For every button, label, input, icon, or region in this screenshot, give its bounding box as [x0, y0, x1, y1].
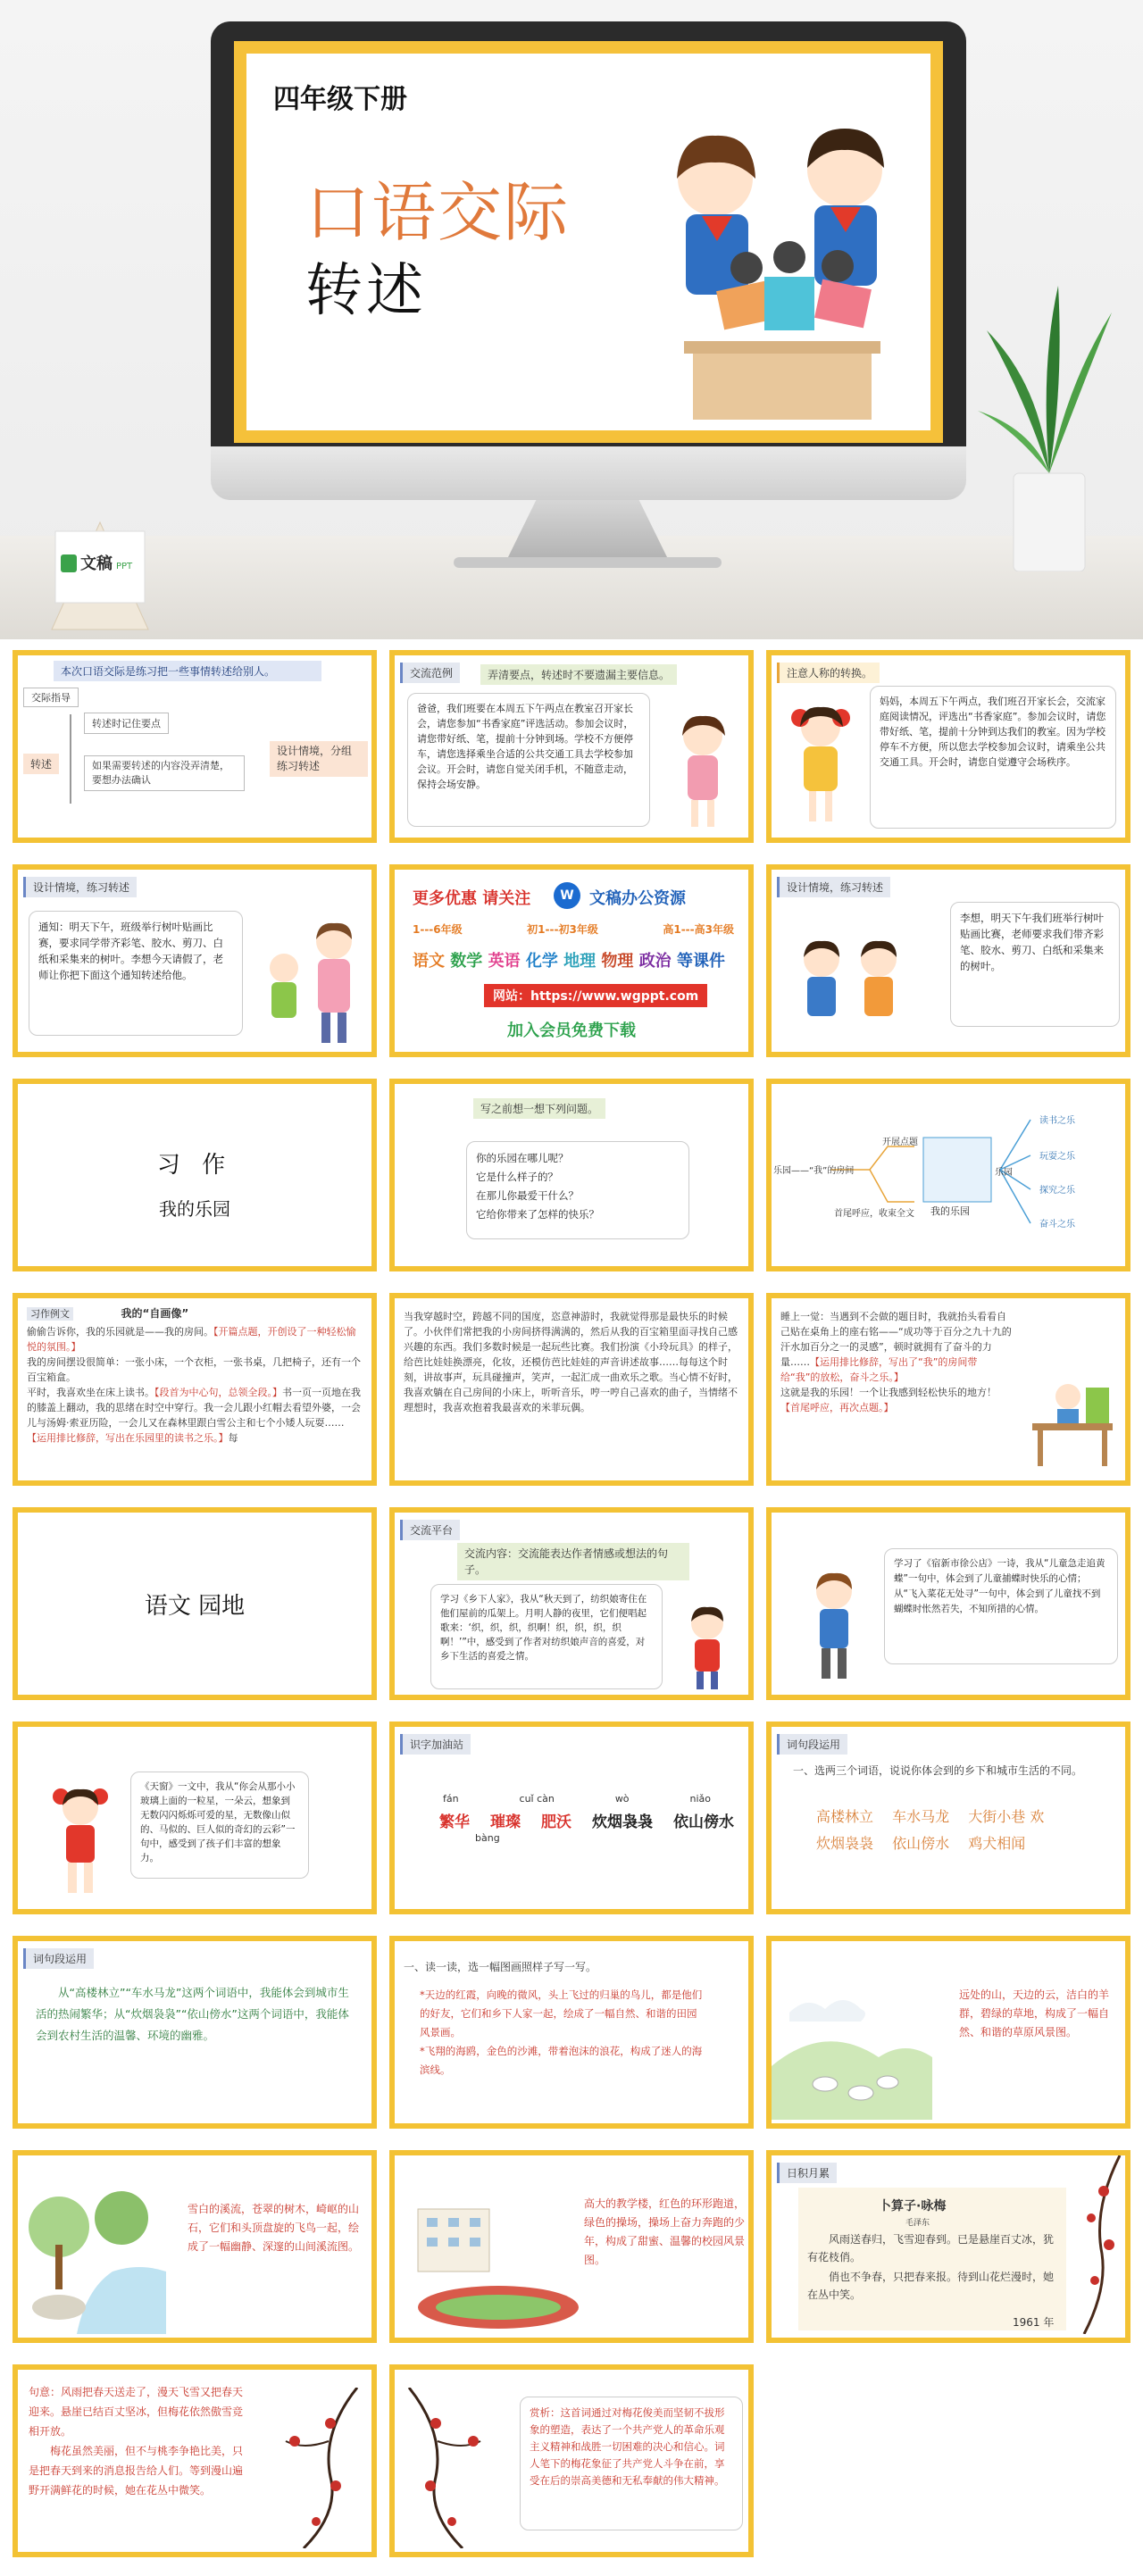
grassland-illustration — [772, 1959, 932, 2120]
monitor-screen — [234, 41, 943, 443]
brand-name: 文稿办公资源 — [589, 889, 686, 908]
grade-ranges — [413, 921, 734, 937]
section-subtitle: 我的乐园 — [159, 1198, 230, 1220]
slide-header: 一、读一读，选一幅图画照样子写一写。 — [404, 1961, 597, 1973]
vocab-word: 繁华 — [439, 1813, 470, 1831]
example-bubble: 爸爸，我们班要在本周五下午两点在教室召开家长会，请您参加“书香家庭”评选活动。参加会议时，请您带好纸、笔，提前十分钟到场。学校不方便停车，请您选择乘坐合适的公共交通工具去学校参加会议。开会时，请您自觉关闭手机，不随意走动，保持会场安静。 — [407, 693, 650, 827]
grade-label: 四年级下册 — [273, 84, 407, 115]
subject-physics: 物理 — [601, 952, 634, 971]
slide-scenario-notice[interactable] — [13, 864, 377, 1057]
example-bubble: 妈妈，本周五下午两点，我们班召开家长会，交流家庭阅读情况，评选出“书香家庭”。参加会议时，请您带好纸、笔，提前十分钟到达我们的教室。因为学校停车不方便，所以您去学校参加会议时，请乘坐公共交通工具。开会时，请您自觉遵守会场秩序。 — [870, 686, 1116, 829]
vocab-pinyin: cuǐ càn — [519, 1793, 555, 1805]
appreciation-bubble: 赏析：这首词通过对梅花俊美而坚韧不拔形象的塑造，表达了一个共产党人的革命乐观主义精神和战胜一切困难的决心和信心。词人笔下的梅花象征了共产党人斗争在前，享受在后的崇高美德和无私奉献的伟大精神。 — [520, 2397, 743, 2530]
essay-para: 每 — [228, 1432, 238, 1444]
essay-note: 【段首为中心句，总领全段。】 — [154, 1387, 282, 1398]
grassland-text: 远处的山，天边的云，洁白的羊群，碧绿的草地，构成了一幅自然、和谐的草原风景图。 — [959, 1988, 1110, 2038]
grade-range-junior: 初1---初3年级 — [527, 923, 598, 936]
vocab-pinyin-extra: bàng — [475, 1832, 500, 1844]
campus-text: 高大的教学楼，红色的环形跑道，绿色的操场，操场上奋力奔跑的少年，构成了甜蜜、温馨的校园风景图。 — [584, 2197, 746, 2266]
slide-tag: 设计情境，练习转述 — [777, 877, 890, 897]
imitate-example — [420, 1986, 705, 2080]
word-bank-item: 炊烟袅袅 — [816, 1835, 874, 1852]
slide-header: 交流内容：交流能表达作者情感或想法的句子。 — [457, 1543, 689, 1580]
boy-figure-icon — [672, 1602, 743, 1691]
poem-meaning-p1: 句意：风雨把春天送走了，漫天飞雪又把春天迎来。悬崖已结百丈坚冰，但梅花依然傲雪竞相开放。 — [29, 2386, 244, 2438]
question-box — [466, 1141, 689, 1239]
slide-sample-essay-1[interactable] — [13, 1293, 377, 1486]
slide-word-use-1[interactable] — [766, 1722, 1130, 1914]
imitate-example-1: *天边的红霞，向晚的微风，头上飞过的归巢的鸟儿，都是他们的好友，它们和乡下人家一起，绘成了一幅自然、和谐的田园风景画。 — [420, 1988, 703, 2038]
slide-tag: 词句段运用 — [777, 1734, 847, 1755]
notice-bubble: 通知：明天下午，班级举行树叶贴画比赛，要求同学带齐彩笔、胶水、剪刀、白纸和采集来的树叶。李想今天请假了，老师让你把下面这个通知转述给他。 — [29, 911, 243, 1036]
mindmap-right-item: 探究之乐 — [1039, 1186, 1075, 1196]
word-bank-item: 大街小巷 — [968, 1808, 1026, 1825]
slide-tag: 交流平台 — [400, 1520, 460, 1540]
monitor-stand — [507, 500, 668, 559]
section-title: 习 作 — [156, 1152, 233, 1179]
vocab-pinyin: niǎo — [689, 1793, 711, 1805]
word-bank-item: 高楼林立 — [816, 1808, 874, 1825]
grade-range-primary: 1---6年级 — [413, 923, 463, 936]
slide-example[interactable] — [389, 650, 754, 843]
slide-writing-title[interactable] — [13, 1079, 377, 1271]
slide-questions[interactable] — [389, 1079, 754, 1271]
cover-subtitle: 转述 — [305, 258, 427, 324]
desk-calendar-logo — [43, 513, 157, 638]
slide-mindmap[interactable] — [766, 1079, 1130, 1271]
brand-icon: W — [554, 882, 580, 909]
slide-exchange[interactable] — [389, 1507, 754, 1700]
slide-tag: 设计情境，练习转述 — [23, 877, 137, 897]
girl-figure-icon — [780, 700, 861, 834]
essay-note: 【运用排比修辞，写出在乐园里的读书之乐。】 — [27, 1432, 229, 1444]
plum-blossom-icon — [1057, 2155, 1129, 2334]
node-unclear: 如果需要转述的内容没弄清楚，要想办法确认 — [84, 755, 245, 791]
vocab-pinyin-row — [443, 1793, 711, 1805]
slide-tag: 词句段运用 — [23, 1948, 94, 1969]
logo-text: 文稿 — [80, 554, 113, 573]
campus-illustration — [400, 2182, 579, 2334]
subject-list — [413, 948, 725, 971]
slide-promo[interactable] — [389, 864, 754, 1057]
essay-note: 【首尾呼应，再次点题。】 — [780, 1402, 894, 1413]
question-item: 在那儿你最爱干什么？ — [476, 1189, 579, 1202]
slide-vocab[interactable] — [389, 1722, 754, 1914]
essay-para: 我的房间摆设很简单：一张小床，一个衣柜，一张书桌，几把椅子，还有一个百宝箱盒。 — [27, 1356, 361, 1383]
mindmap-center-label: 乐园 — [995, 1168, 1013, 1178]
potted-plant-illustration — [978, 277, 1121, 571]
question-item: 它给你带来了怎样的快乐？ — [476, 1208, 599, 1221]
vocab-pinyin: fán — [443, 1793, 459, 1805]
word-bank-item: 依山傍水 — [892, 1835, 950, 1852]
subject-chemistry: 化学 — [525, 952, 558, 971]
slide-sample-essay-2[interactable] — [389, 1293, 754, 1486]
slide-poem-meaning[interactable] — [13, 2364, 377, 2557]
subject-math: 数学 — [450, 952, 483, 971]
retell-bubble: 李想，明天下午我们班举行树叶贴画比赛，老师要求我们带齐彩笔、胶水、剪刀、白纸和采集来的树叶。 — [950, 902, 1120, 1027]
slide-tag: 交流范例 — [400, 663, 460, 683]
skylight-bubble: 《天窗》一文中，我从“你会从那小小玻璃上面的一粒星，一朵云，想象到无数闪闪烁烁可爱的星，无数像山似的、马似的、巨人似的奇幻的云彩”一句中，感受到了孩子们丰富的想象力。 — [130, 1772, 309, 1879]
slide-garden-title[interactable] — [13, 1507, 377, 1700]
question-item: 你的乐园在哪儿呢？ — [476, 1152, 569, 1164]
imitate-example-2: *飞翔的海鸥，金色的沙滩，带着泡沫的浪花，构成了迷人的海滨线。 — [420, 2045, 703, 2076]
question-item: 它是什么样子的？ — [476, 1171, 558, 1183]
essay-note: 【开篇点题，开创设了一种轻松愉悦的氛围。】 — [27, 1326, 356, 1353]
subject-english: 英语 — [488, 952, 521, 971]
promo-line: 更多优惠 请关注 — [413, 889, 531, 908]
slide-sample-essay-3[interactable] — [766, 1293, 1130, 1486]
essay-body — [780, 1309, 1013, 1415]
cover-slide — [246, 54, 930, 430]
website-label: 网站： — [493, 989, 530, 1004]
plum-blossom-icon — [268, 2388, 366, 2548]
poem-meaning-p2: 梅花虽然美丽，但不与桃李争艳比美，只是把春天到来的消息报告给人们。等到漫山遍野开满鲜花的时候，她在花丛中微笑。 — [29, 2445, 244, 2497]
essay-para: 睡上一觉：当遇到不会做的题目时，我就抬头看看自己贴在桌角上的座右铭——“成功等于百分之九十九的汗水加百分之一的灵感”，顿时就拥有了奋斗的力量…… — [780, 1311, 1012, 1368]
girl-figure-icon — [45, 1780, 116, 1897]
poem-bubble: 学习了《宿新市徐公店》一诗，我从“儿童急走追黄蝶”一句中，体会到了儿童捕蝶时快乐的心情；从“飞入菜花无处寻”一句中，体会到了儿童找不到蝴蝶时怅然若失，不知所措的心情。 — [884, 1548, 1118, 1664]
slide-scenario-retell[interactable] — [766, 864, 1130, 1057]
essay-body: 当我穿越时空，跨越不同的国度，恣意神游时，我就觉得那是最快乐的时候了。小伙伴们常把我的小房间挤得满满的，然后从我的百宝箱里面寻找自己感兴趣的东西。我们多数时候是一起玩些比赛。我们扮演《小玲玩具》的样子，给芭比娃娃换漂亮，化妆，还模仿芭比娃娃的声音讲述故事……每每这个时刻，讲故事声，玩具碰撞声，笑声，一起汇成一曲欢乐之歌。当心情不好时，我喜欢躺在自己房间的小床上，听听音乐，哼一哼自己喜欢的曲子，当情绪不理想时，我喜欢抱着我最喜欢的米菲玩偶。 — [404, 1311, 738, 1413]
stream-illustration — [23, 2182, 166, 2334]
slide-stream[interactable] — [13, 2150, 377, 2343]
slide-guidance[interactable] — [13, 650, 377, 843]
grade-range-senior: 高1---高3年级 — [663, 923, 734, 936]
poem-year: 1961 年 — [1013, 2316, 1055, 2329]
word-use-text: 从“高楼林立”“车水马龙”这两个词语中，我能体会到城市生活的热闹繁华；从“炊烟袅袅”“依山傍水”这两个词语中，我能体会到农村生活的温馨、环境的幽雅。 — [36, 1986, 349, 2042]
website-url: https://www.wgppt.com — [530, 989, 699, 1004]
poem-meaning-text — [29, 2382, 246, 2500]
slide-daily-accumulation[interactable] — [766, 2150, 1130, 2343]
slide-poem-feel[interactable] — [766, 1507, 1130, 1700]
mindmap-left-top: 开展点题 — [882, 1138, 918, 1147]
poem-line-2: 俏也不争春，只把春来报。待到山花烂漫时，她在丛中笑。 — [807, 2271, 1055, 2301]
teacher-student-figure-icon — [252, 914, 368, 1048]
slide-tag: 注意人称的转换。 — [777, 663, 880, 683]
essay-para: 偷偷告诉你，我的乐园就是——我的房间。 — [27, 1326, 213, 1338]
mindmap-center: 我的乐园 — [930, 1205, 970, 1217]
logo-sub: PPT — [116, 562, 133, 571]
node-remember: 转述时记住要点 — [84, 713, 169, 734]
slide-appreciation[interactable] — [389, 2364, 754, 2557]
monitor-stand-base — [454, 557, 722, 568]
word-bank-item: 鸡犬相闻 — [968, 1835, 1026, 1852]
subject-politics: 政治 — [638, 952, 672, 971]
exchange-bubble: 学习《乡下人家》，我从“秋天到了，纺织娘寄住在他们屋前的瓜架上。月明人静的夜里，它们便唱起歌来：‘织，织，织，织啊！织，织，织，织啊！’”中，感受到了作者对纺织娘声音的喜爱，对乡下生活的喜爱之情。 — [430, 1584, 663, 1689]
section-title: 语文 园地 — [144, 1593, 246, 1620]
girl-figure-icon — [663, 709, 743, 834]
vocab-word-row — [439, 1809, 734, 1831]
stream-text: 雪白的溪流，苍翠的树木，崎岖的山石，它们和头顶盘旋的飞鸟一起，绘成了一幅幽静、深邃的山间溪流图。 — [188, 2203, 360, 2253]
vocab-pinyin: wò — [614, 1793, 630, 1805]
two-boys-figure-icon — [789, 932, 914, 1039]
study-desk-icon — [1023, 1370, 1122, 1468]
essay-title: 我的“自画像” — [121, 1307, 189, 1320]
poem-title: 卜算子·咏梅 — [879, 2199, 947, 2213]
mindmap-left-main: 乐园——“我”的房间 — [773, 1166, 855, 1176]
vocab-word: 璀璨 — [490, 1813, 521, 1831]
poem-line-1: 风雨送春归，飞雪迎春到。已是悬崖百丈冰，犹有花枝俏。 — [807, 2233, 1055, 2263]
tree-connector — [70, 714, 71, 804]
poem-author: 毛泽东 — [905, 2219, 930, 2228]
slide-person-switch[interactable] — [766, 650, 1130, 843]
vocab-word: 依山傍水 — [673, 1813, 734, 1831]
website-link[interactable] — [484, 984, 707, 1007]
essay-note: 【运用排比修辞，写出了“我”的房间带给“我”的放松，奋斗之乐。】 — [780, 1356, 978, 1383]
slide-header: 写之前想一想下列问题。 — [473, 1098, 605, 1119]
subject-geography: 地理 — [563, 952, 597, 971]
slide-header: 弄清要点，转述时不要遗漏主要信息。 — [480, 664, 677, 685]
slide-tag: 习作例文 — [27, 1307, 73, 1321]
subject-chinese: 语文 — [413, 952, 445, 971]
essay-para: 这就是我的乐园！一个让我感到轻松快乐的地方！ — [780, 1387, 997, 1398]
essay-para: 书一页一页地在我的膝盖上翻动，我的思绪在时空中穿行。我一会儿跟小红帽去看望外婆，一会儿与汤姆·索亚历险，一会儿又在森林里跟白雪公主和七个小矮人玩耍…… — [27, 1387, 361, 1429]
vocab-word: 炊烟袅袅 — [592, 1813, 653, 1831]
boy-figure-icon — [798, 1566, 870, 1682]
essay-body — [27, 1324, 363, 1446]
node-retell: 转述 — [23, 754, 59, 774]
slide-grassland[interactable] — [766, 1936, 1130, 2129]
subject-suffix: 等课件 — [676, 952, 725, 971]
task-text: 一、选两三个词语，说说你体会到的乡下和城市生活的不同。 — [793, 1764, 1083, 1777]
plum-blossom-icon — [400, 2388, 498, 2548]
slide-word-use-2[interactable] — [13, 1936, 377, 2129]
node-design: 设计情境，分组练习转述 — [270, 741, 368, 777]
essay-para: 平时，我喜欢坐在床上读书。 — [27, 1387, 154, 1398]
cover-title: 口语交际 — [305, 175, 571, 250]
mindmap-right-item: 玩耍之乐 — [1039, 1152, 1075, 1162]
kids-microphones-illustration — [630, 107, 925, 429]
mindmap-right-item: 读书之乐 — [1039, 1116, 1075, 1126]
slide-tag: 识字加油站 — [400, 1734, 471, 1755]
monitor-chin — [211, 446, 966, 500]
slide-skylight[interactable] — [13, 1722, 377, 1914]
word-bank-item: 车水马龙 — [892, 1808, 950, 1825]
guide-label: 交际指导 — [23, 688, 79, 707]
word-bank-item: 欢 — [1030, 1808, 1045, 1825]
join-member[interactable]: 加入会员免费下载 — [507, 1021, 636, 1040]
word-bank — [816, 1804, 1102, 1857]
slide-imitate-write[interactable] — [389, 1936, 754, 2129]
slide-header: 本次口语交际是练习把一些事情转述给别人。 — [54, 661, 321, 681]
slide-campus[interactable] — [389, 2150, 754, 2343]
mindmap-left-bottom: 首尾呼应，收束全文 — [834, 1209, 914, 1219]
vocab-word: 肥沃 — [541, 1813, 572, 1831]
slide-tag: 日积月累 — [777, 2163, 837, 2183]
hero-banner — [0, 0, 1143, 639]
mindmap-right-item: 奋斗之乐 — [1039, 1220, 1075, 1230]
